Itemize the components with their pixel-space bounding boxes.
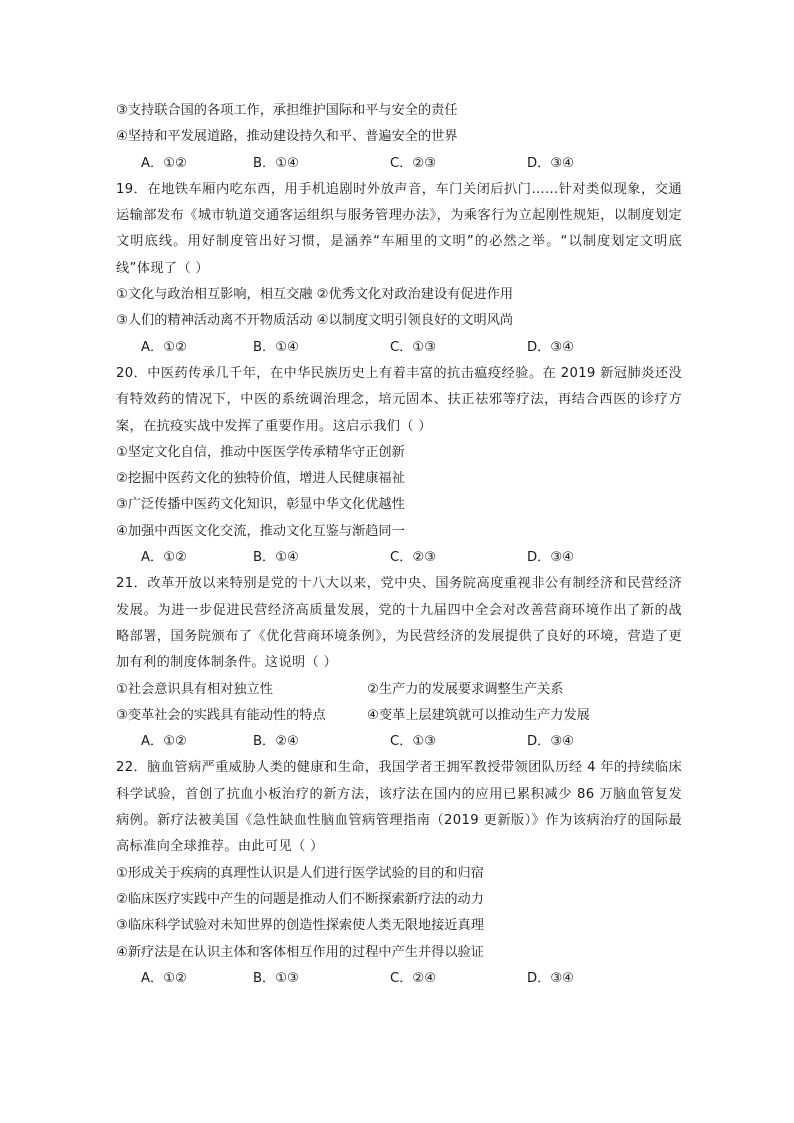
q21-option-b: B．②④ bbox=[253, 734, 299, 750]
q18-option-c: C．②③ bbox=[390, 155, 437, 171]
q21-stem: 21．改革开放以来特别是党的十八大以来，党中央、国务院高度重视非公有制经济和民营经济发展。为进一步促进民营经济高质量发展，党的十九届四中全会对改善营商环境作出了新的战略部署，国务院颁布了《优化营商环境条例》，为民营经济的发展提供了良好的环境，营造了更加有利的制度体制条件。这说明（ ） bbox=[116, 576, 682, 671]
q22-stem: 22．脑血管病严重威胁人类的健康和生命，我国学者王拥军教授带领团队历经 4 年的持续临床科学试验，首创了抗血小板治疗的新方法，该疗法在国内的应用已累积减少 86 万脑血管复发病例。新疗法被美国《急性缺血性脑血管病管理指南（2019 更新版）》作为该病治疗的国际最高标准向全球推荐。由此可见（ ） bbox=[116, 760, 682, 855]
q20-item-1: ①坚定文化自信，推动中医医学传承精华守正创新 bbox=[116, 444, 405, 460]
q20-item-3: ③广泛传播中医药文化知识，彰显中华文化优越性 bbox=[116, 497, 405, 513]
q22-item-3: ③临床科学试验对未知世界的创造性探索使人类无限地接近真理 bbox=[116, 918, 484, 934]
q19-stem: 19．在地铁车厢内吃东西，用手机追剧时外放声音，车门关闭后扒门……针对类似现象，交通运输部发布《城市轨道交通客运组织与服务管理办法》，为乘客行为立起刚性规矩，以制度划定文明底线。用好制度管出好习惯，是涵养“车厢里的文明”的必然之举。“以制度划定文明底线”体现了（ ） bbox=[116, 181, 682, 276]
q21-item-1: ①社会意识具有相对独立性 bbox=[116, 681, 273, 697]
q19-items-1-2: ①文化与政治相互影响，相互交融 ②优秀文化对政治建设有促进作用 bbox=[116, 287, 514, 303]
q21-item-4: ④变革上层建筑就可以推动生产力发展 bbox=[367, 707, 590, 723]
q21-options bbox=[116, 729, 682, 755]
q18-item-3: ③支持联合国的各项工作，承担维护国际和平与安全的责任 bbox=[116, 103, 458, 118]
q21-option-a: A．①② bbox=[141, 734, 187, 750]
q18-option-b: B．①④ bbox=[253, 155, 299, 171]
q20-item-4: ④加强中西医文化交流，推动文化互鉴与渐趋同一 bbox=[116, 523, 405, 539]
q20-stem: 20．中医药传承几千年，在中华民族历史上有着丰富的抗击瘟疫经验。在 2019 新冠肺炎还没有特效药的情况下，中医的系统调治理念，培元固本、扶正祛邪等疗法，再结合西医的诊疗方案，在抗疫实战中发挥了重要作用。这启示我们（ ） bbox=[116, 365, 682, 434]
q21-items-3-4 bbox=[116, 703, 682, 729]
q19-items-3-4: ③人们的精神活动离不开物质活动 ④以制度文明引领良好的文明风尚 bbox=[116, 313, 514, 329]
q22-item-2: ②临床医疗实践中产生的问题是推动人们不断探索新疗法的动力 bbox=[116, 891, 484, 907]
q21-option-c: C．①③ bbox=[390, 734, 437, 750]
q22-option-c: C．②④ bbox=[390, 970, 437, 986]
q21-items-1-2 bbox=[116, 677, 682, 703]
q18-option-a: A．①② bbox=[141, 155, 187, 171]
q18-options bbox=[116, 151, 682, 177]
q19-option-b: B．①④ bbox=[253, 339, 299, 355]
q20-item-2: ②挖掘中医药文化的独特价值，增进人民健康福祉 bbox=[116, 471, 405, 487]
q19-option-d: D．③④ bbox=[527, 339, 574, 355]
q22-option-a: A．①② bbox=[141, 970, 187, 986]
q22-option-b: B．①③ bbox=[253, 970, 299, 986]
q19-options bbox=[116, 335, 682, 361]
q22-option-d: D．③④ bbox=[527, 970, 574, 986]
exam-page bbox=[116, 98, 682, 992]
q18-item-4: ④坚持和平发展道路，推动建设持久和平、普遍安全的世界 bbox=[116, 129, 458, 145]
q19-option-a: A．①② bbox=[141, 339, 187, 355]
q21-item-3: ③变革社会的实践具有能动性的特点 bbox=[116, 707, 326, 723]
q22-options bbox=[116, 966, 682, 992]
q19-option-c: C．①③ bbox=[390, 339, 437, 355]
q20-option-a: A．①② bbox=[141, 550, 187, 566]
q20-option-d: D．③④ bbox=[527, 550, 574, 566]
q20-option-c: C．②③ bbox=[390, 550, 437, 566]
q20-options bbox=[116, 545, 682, 571]
q22-item-1: ①形成关于疾病的真理性认识是人们进行医学试验的目的和归宿 bbox=[116, 865, 484, 881]
q21-option-d: D．③④ bbox=[527, 734, 574, 750]
q18-option-d: D．③④ bbox=[527, 155, 574, 171]
q20-option-b: B．①④ bbox=[253, 550, 299, 566]
q22-item-4: ④新疗法是在认识主体和客体相互作用的过程中产生并得以验证 bbox=[116, 944, 484, 960]
q21-item-2: ②生产力的发展要求调整生产关系 bbox=[367, 681, 564, 697]
